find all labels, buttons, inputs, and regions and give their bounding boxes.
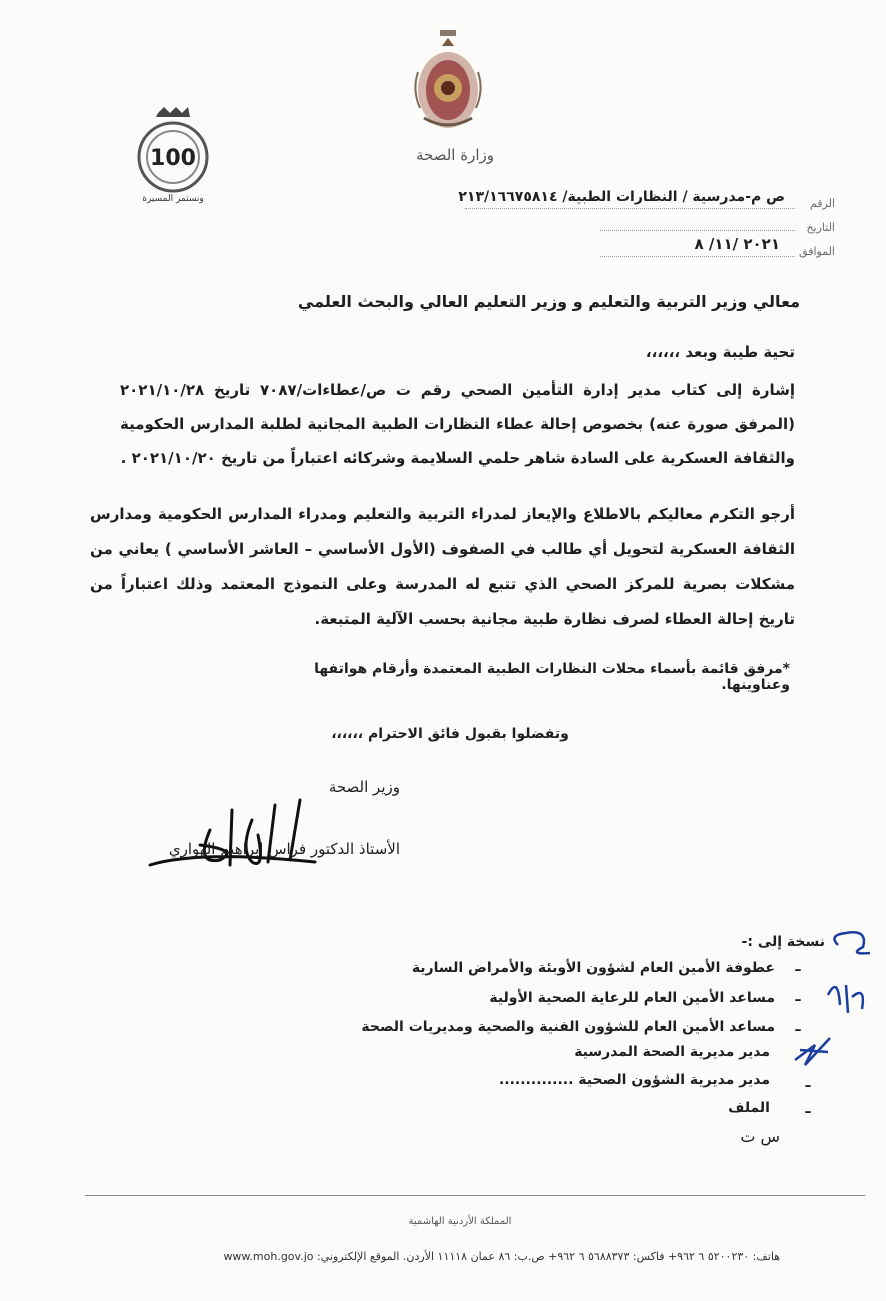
handwritten-scribble-icon [818,925,880,1025]
centenary-logo-icon [128,105,218,205]
copy-item: عطوفة الأمين العام لشؤون الأوبئة والأمراض السارية [411,960,775,976]
number-label: الرقم [809,197,835,210]
date-label: التاريخ [806,221,835,234]
copy-dash: – [794,1022,802,1038]
attachment-note: *مرفق قائمة بأسماء محلات النظارات الطبية المعتمدة وأرقام هواتفها وعناوينها. [314,661,790,693]
copy-item: الملف [728,1100,770,1116]
kingdom-name: المملكة الأردنية الهاشمية [408,1216,512,1227]
centenary-number: 100 [150,146,196,171]
number-line [465,208,795,209]
contact-info: هاتف: ٥٢٠٠٢٣٠ ٦ ٩٦٢+ فاكس: ٥٦٨٨٣٧٣ ٦ ٩٦٢+ ص.ب: ٨٦ عمان ١١١١٨ الأردن. الموقع الإلكتروني: www.moh.gov.jo [223,1250,780,1263]
paragraph-2: أرجو التكرم معاليكم بالاطلاع والإيعاز لمدراء التربية والتعليم ومدراء المدارس الحكومية ومدارس الثقافة العسكرية لتحويل أي طالب في الصفوف (الأول الأساسي – العاشر الأساسي ) يعاني من مشكلات بصرية للمركز الصحي الذي تتبع له المدرسة وعلى النموذج المعتمد وذلك اعتباراً من تاريخ إحالة العطاء لصرف نظارة طبية مجانية بحسب الآلية المتبعة. [90,505,795,628]
typist-initials: س ت [740,1127,780,1146]
greeting: تحية طيبة وبعد ،،،،،، [645,343,795,361]
copy-item: مدير مديرية الشؤون الصحية .............. [498,1072,770,1088]
centenary-slogan: ونستمر المسيرة [142,194,204,204]
corresponding-label: الموافق [799,245,835,258]
paragraph-1: إشارة إلى كتاب مدير إدارة التأمين الصحي رقم ت ص/عطاءات/٧٠٨٧ تاريخ ٢٠٢١/١٠/٢٨ (المرفق صورة عنه) بخصوص إحالة عطاء النظارات الطبية المجانية لطلبة المدارس الحكومية والثقافة العسكرية على السادة شاهر حلمي السلايمة وشركائه اعتباراً من تاريخ ٢٠٢١/١٠/٢٠ . [120,381,795,467]
copy-item: مساعد الأمين العام للرعاية الصحية الأولية [489,990,775,1006]
ministry-name: وزارة الصحة [416,146,494,164]
copy-dash: – [804,1104,812,1120]
letter-date: ٢٠٢١ /١١/ ٨ [694,235,780,253]
copy-dash: – [794,992,802,1008]
copy-item: مدير مديرية الصحة المدرسية [574,1044,770,1060]
closing-line: وتفضلوا بقبول فائق الاحترام ،،،،،، [331,726,569,742]
date-line [600,230,795,231]
addressee: معالي وزير التربية والتعليم و وزير التعليم العالي والبحث العلمي [297,292,800,311]
jordan-crest-icon [410,28,486,138]
reference-number: ص م-مدرسية / النظارات الطبية/ ٢١٣/١٦٦٧٥٨١٤ [458,189,785,205]
signatory-name: الأستاذ الدكتور فراس ابراهيم الهواري [168,840,400,858]
corresponding-line [600,256,795,257]
copies-label: نسخة إلى :- [741,934,825,950]
signatory-title: وزير الصحة [328,778,400,796]
footer-divider [85,1195,865,1196]
copy-dash: – [794,962,802,978]
copy-dash: – [804,1078,812,1094]
signature-icon [140,790,320,880]
copy-item: مساعد الأمين العام للشؤون الفنية والصحية ومديريات الصحة [361,1019,775,1035]
handwritten-tick-icon [790,1030,840,1075]
